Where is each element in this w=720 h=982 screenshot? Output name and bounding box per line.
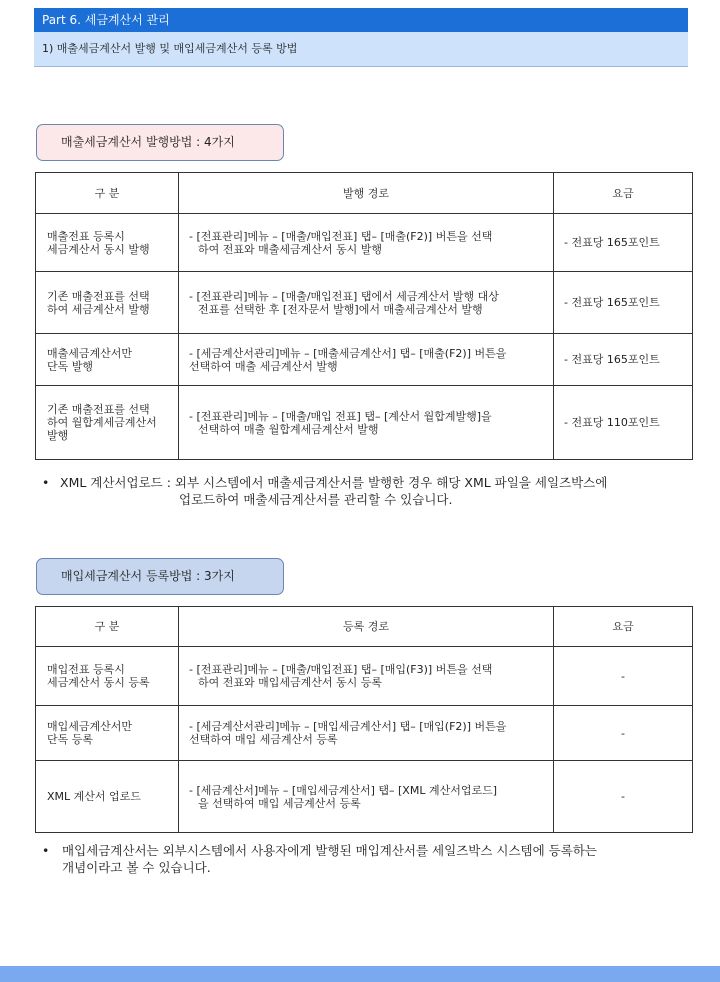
row-route: - [전표관리]메뉴 – [매출/매입전표] 탭– [매출(F2)] 버튼을 선택 하여 전표와 매출세금계산서 동시 발행: [179, 214, 554, 272]
note-line: XML 계산서업로드 : 외부 시스템에서 매출세금계산서를 발행한 경우 해당 XML 파일을 세일즈박스에: [60, 475, 608, 490]
row-category: 매출세금계산서만 단독 발행: [36, 334, 179, 386]
table-header-row: [36, 173, 693, 214]
row-fee: - 전표당 165포인트: [554, 272, 693, 334]
table-row: [36, 761, 693, 833]
purchase-method-label: 매입세금계산서 등록방법 : 3가지: [36, 558, 284, 595]
note-line: 개념이라고 볼 수 있습니다.: [62, 860, 211, 875]
table-row: [36, 386, 693, 460]
table-row: [36, 214, 693, 272]
bullet: •: [42, 843, 50, 858]
row-route: - [세금계산서관리]메뉴 – [매출세금계산서] 탭– [매출(F2)] 버튼을 선택하여 매출 세금계산서 발행: [179, 334, 554, 386]
sales-method-table: [35, 172, 693, 460]
col-header-route: 등록 경로: [179, 607, 554, 647]
row-category: 매출전표 등록시 세금계산서 동시 발행: [36, 214, 179, 272]
row-fee: - 전표당 110포인트: [554, 386, 693, 460]
table-row: [36, 272, 693, 334]
purchase-method-table: [35, 606, 693, 833]
table-header-row: [36, 607, 693, 647]
table-row: [36, 334, 693, 386]
table-row: [36, 706, 693, 761]
row-route: - [세금계산서]메뉴 – [매입세금계산서] 탭– [XML 계산서업로드] 을 선택하여 매입 세금계산서 등록: [179, 761, 554, 833]
bullet: •: [42, 475, 50, 490]
row-category: 기존 매출전표를 선택 하여 세금계산서 발행: [36, 272, 179, 334]
part-title: Part 6. 세금계산서 관리: [42, 13, 170, 27]
row-category: 매입세금계산서만 단독 등록: [36, 706, 179, 761]
table-row: [36, 647, 693, 706]
row-fee: -: [554, 647, 693, 706]
col-header-fee: 요금: [554, 173, 693, 214]
row-fee: - 전표당 165포인트: [554, 334, 693, 386]
row-fee: -: [554, 761, 693, 833]
col-header-route: 발행 경로: [179, 173, 554, 214]
row-category: 매입전표 등록시 세금계산서 동시 등록: [36, 647, 179, 706]
col-header-fee: 요금: [554, 607, 693, 647]
row-route: - [전표관리]메뉴 – [매출/매입전표] 탭에서 세금계산서 발행 대상 전표를 선택한 후 [전자문서 발행]에서 매출세금계산서 발행: [179, 272, 554, 334]
col-header-category: 구 분: [36, 607, 179, 647]
footer-bar: [0, 966, 720, 982]
row-route: - [전표관리]메뉴 – [매출/매입 전표] 탭– [계산서 월합계발행]을 선택하여 매출 월합계세금계산서 발행: [179, 386, 554, 460]
row-fee: -: [554, 706, 693, 761]
section-title: 1) 매출세금계산서 발행 및 매입세금계산서 등록 방법: [42, 42, 298, 55]
row-route: - [세금계산서관리]메뉴 – [매입세금계산서] 탭– [매입(F2)] 버튼을 선택하여 매입 세금계산서 등록: [179, 706, 554, 761]
col-header-category: 구 분: [36, 173, 179, 214]
part-title-bar: [34, 8, 688, 32]
section-title-bar: [34, 32, 688, 67]
sales-method-label: 매출세금계산서 발행방법 : 4가지: [36, 124, 284, 161]
row-fee: - 전표당 165포인트: [554, 214, 693, 272]
row-category: 기존 매출전표를 선택 하여 월합계세금계산서 발행: [36, 386, 179, 460]
note-line: 매입세금계산서는 외부시스템에서 사용자에게 발행된 매입계산서를 세일즈박스 시스템에 등록하는: [62, 843, 597, 858]
row-category: XML 계산서 업로드: [36, 761, 179, 833]
note-line: 업로드하여 매출세금계산서를 관리할 수 있습니다.: [179, 492, 453, 507]
row-route: - [전표관리]메뉴 – [매출/매입전표] 탭– [매입(F3)] 버튼을 선택 하여 전표와 매입세금계산서 동시 등록: [179, 647, 554, 706]
